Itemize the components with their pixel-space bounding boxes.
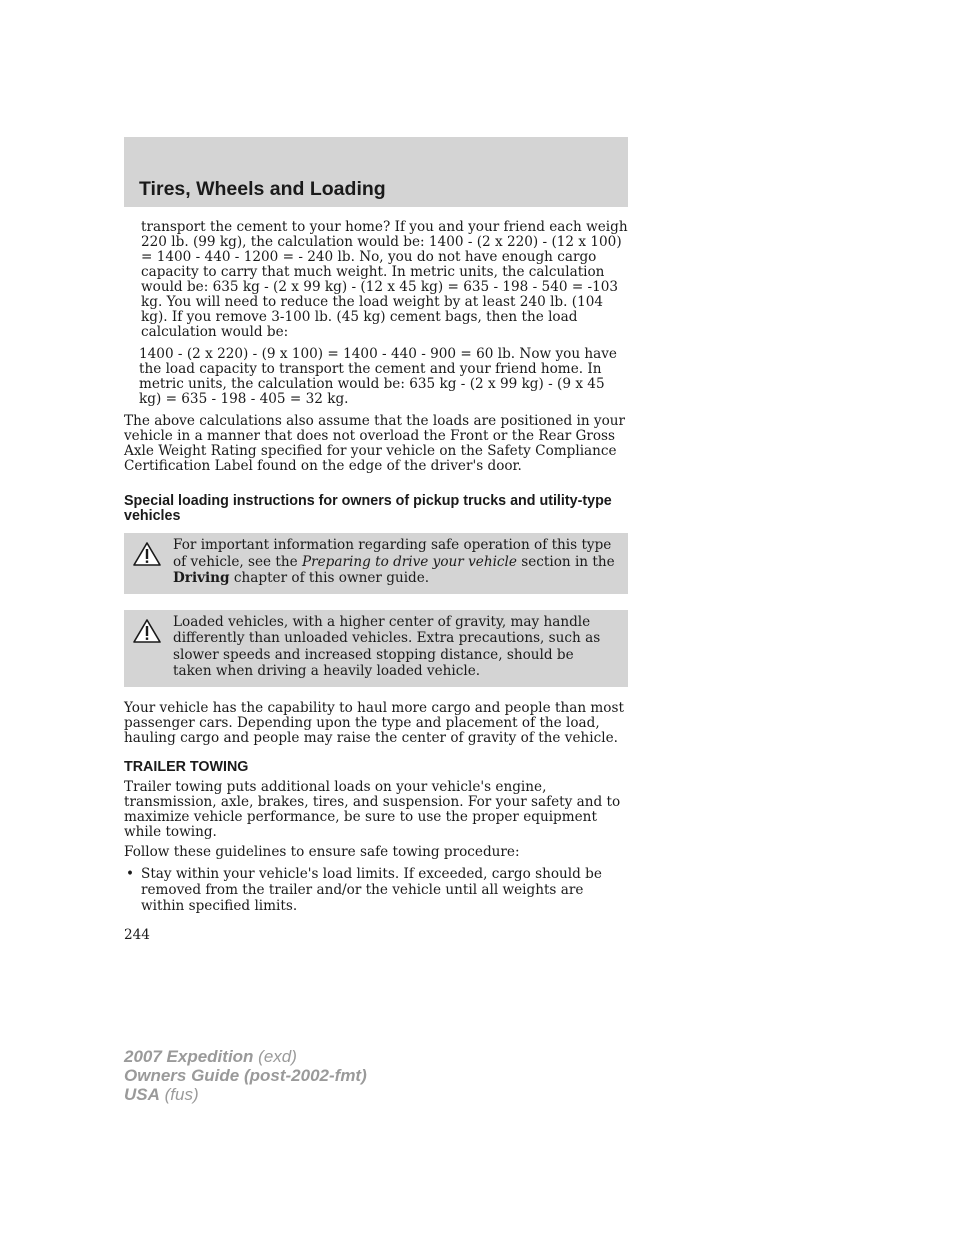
page-content (124, 220, 628, 943)
guidelines-list (124, 866, 628, 914)
paragraph-axle-weight: The above calculations also assume that the loads are positioned in your vehicle in a manner that does not overload the Front or the Rear Gross Axle Weight Rating specified for your vehicle on the Safety Compliance Certification Label found on the edge of the driver's door. (124, 413, 626, 474)
footer-line-market: USA (fus) (124, 1085, 199, 1104)
paragraph-calculation-2: 1400 - (2 x 220) - (9 x 100) = 1400 - 440 - 900 = 60 lb. Now you have the load capacity to transport the cement and your friend home. In metric units, the calculation would be: 635 kg - (2 x 99 kg) - (9 x 45 kg) = 635 - 198 - 405 = 32 kg. (139, 346, 617, 407)
section-title: Tires, Wheels and Loading (139, 178, 386, 200)
reference-chapter-title: Driving (173, 570, 230, 586)
page-number: 244 (124, 926, 150, 943)
paragraph-calculation-1: transport the cement to your home? If you and your friend each weigh 220 lb. (99 kg), the calculation would be: 1400 - (2 x 220) - (12 x 100) = 1400 - 440 - 1200 = - 240 lb. No, you do not have enough cargo capacity to carry that much weight. In metric units, the calculation would be: 635 kg - (2 x 99 kg) - (12 x 45 kg) = 635 - 198 - 540 = -103 kg. You will need to reduce the load weight by at least 240 lb. (104 kg). If you remove 3-100 lb. (45 kg) cement bags, then the load calculation would be: (141, 219, 628, 340)
warning-box-safe-operation (124, 533, 628, 594)
warning-text-safe-operation: For important information regarding safe operation of this type of vehicle, see the Preparing to drive your vehicle section in the Driving chapter of this owner guide. (173, 537, 615, 586)
warning-triangle-icon (132, 541, 162, 567)
paragraph-trailer-towing: Trailer towing puts additional loads on your vehicle's engine, transmission, axle, brakes, tires, and suspension. For your safety and to maximize vehicle performance, be sure to use the proper equipment while towing. (124, 778, 621, 840)
paragraph-haul-capability: Your vehicle has the capability to haul more cargo and people than most passenger cars. Depending upon the type and placement of the load, hauling cargo and people may raise the center of gravity of the vehicle. (124, 699, 624, 746)
list-item: • Stay within your vehicle's load limits. If exceeded, cargo should be removed from the trailer and/or the vehicle until all weights are within specified limits. (126, 865, 602, 914)
warning-text-center-of-gravity: Loaded vehicles, with a higher center of gravity, may handle differently than unloaded vehicles. Extra precautions, such as slower speeds and increased stopping distance, should be taken when driving a heavily loaded vehicle. (173, 613, 601, 679)
document-footer (124, 1047, 367, 1104)
bullet-icon: • (126, 865, 135, 882)
subheading-special-loading: Special loading instructions for owners of pickup trucks and utility-type vehicles (124, 493, 612, 524)
footer-line-model: 2007 Expedition (exd) (124, 1047, 297, 1066)
reference-section-title: Preparing to drive your vehicle (301, 553, 517, 570)
subheading-trailer-towing: TRAILER TOWING (124, 758, 249, 775)
footer-line-guide: Owners Guide (post-2002-fmt) (124, 1066, 367, 1085)
warning-triangle-icon (132, 618, 162, 644)
paragraph-guidelines: Follow these guidelines to ensure safe towing procedure: (124, 843, 520, 860)
warning-box-center-of-gravity (124, 610, 628, 687)
